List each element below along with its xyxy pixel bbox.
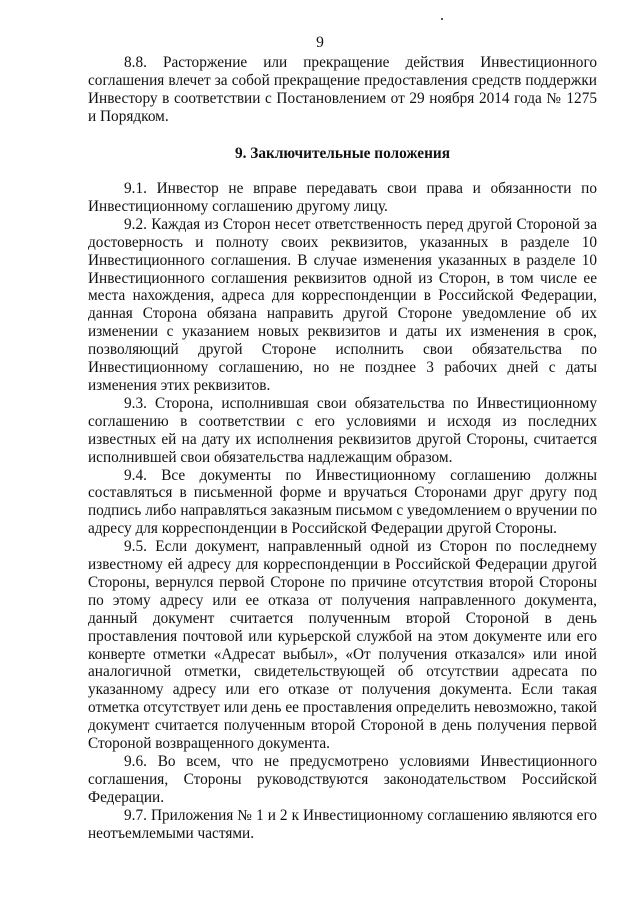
clause-9-6: 9.6. Во всем, что не предусмотрено условиями Инвестиционного соглашения, Стороны руководствуются законодательством Российской Федерации. (88, 753, 597, 806)
clause-9-5: 9.5. Если документ, направленный одной из Сторон по последнему известному ей адресу для корреспонденции в Российской Федерации другой Стороны, вернулся первой Стороне по причине отсутствия второй Стороны по этому адресу или ее отказа от получения направленного документа, данный документ считается полученным второй Стороной в день проставления почтовой или курьерской службой на этом документе или его конверте отметки «Адресат выбыл», «От получения отказался» или иной аналогичной отметки, свидетельствующей об отсутствии адресата по указанному адресу или его отказе от получения документа. Если такая отметка отсутствует или день ее проставления определить невозможно, такой документ считается полученным второй Стороной в день получения первой Стороной возвращенного документа. (88, 538, 597, 753)
section-9-body (88, 180, 597, 843)
clause-8-8-block (88, 54, 597, 126)
clause-9-4: 9.4. Все документы по Инвестиционному соглашению должны составляться в письменной форме и вручаться Сторонами друг другу под подпись либо направляться заказным письмом с уведомлением о вручении по адресу для корреспонденции в Российской Федерации другой Стороны. (88, 466, 597, 538)
clause-9-7: 9.7. Приложения № 1 и 2 к Инвестиционному соглашению являются его неотъемлемыми частями. (88, 806, 597, 842)
clause-9-3: 9.3. Сторона, исполнившая свои обязательства по Инвестиционному соглашению в соответствии с его условиями и исходя из последних известных ей на дату их исполнения реквизитов другой Стороны, считается исполнившей свои обязательства надлежащим образом. (88, 394, 597, 466)
clause-9-2: 9.2. Каждая из Сторон несет ответственность перед другой Стороной за достоверность и полноту своих реквизитов, указанных в разделе 10 Инвестиционного соглашения. В случае изменения указанных в разделе 10 Инвестиционного соглашения реквизитов одной из Сторон, в том числе ее места нахождения, адреса для корреспонденции в Российской Федерации, данная Сторона обязана направить другой Стороне уведомление об их изменении с указанием новых реквизитов и даты их изменения в срок, позволяющий другой Стороне исполнить свои обязательства по Инвестиционному соглашению, но не позднее 3 рабочих дней с даты изменения этих реквизитов. (88, 215, 597, 394)
clause-8-8: 8.8. Расторжение или прекращение действия Инвестиционного соглашения влечет за собой прекращение предоставления средств поддержки Инвестору в соответствии с Постановлением от 29 ноября 2014 года № 1275 и Порядком. (88, 54, 597, 125)
page-number: 9 (316, 34, 324, 51)
section-9-heading-block (88, 145, 597, 163)
clause-9-1: 9.1. Инвестор не вправе передавать свои права и обязанности по Инвестиционному соглашению другому лицу. (88, 180, 597, 215)
section-9-heading: 9. Заключительные положения (234, 145, 450, 162)
scan-speck (441, 18, 443, 20)
